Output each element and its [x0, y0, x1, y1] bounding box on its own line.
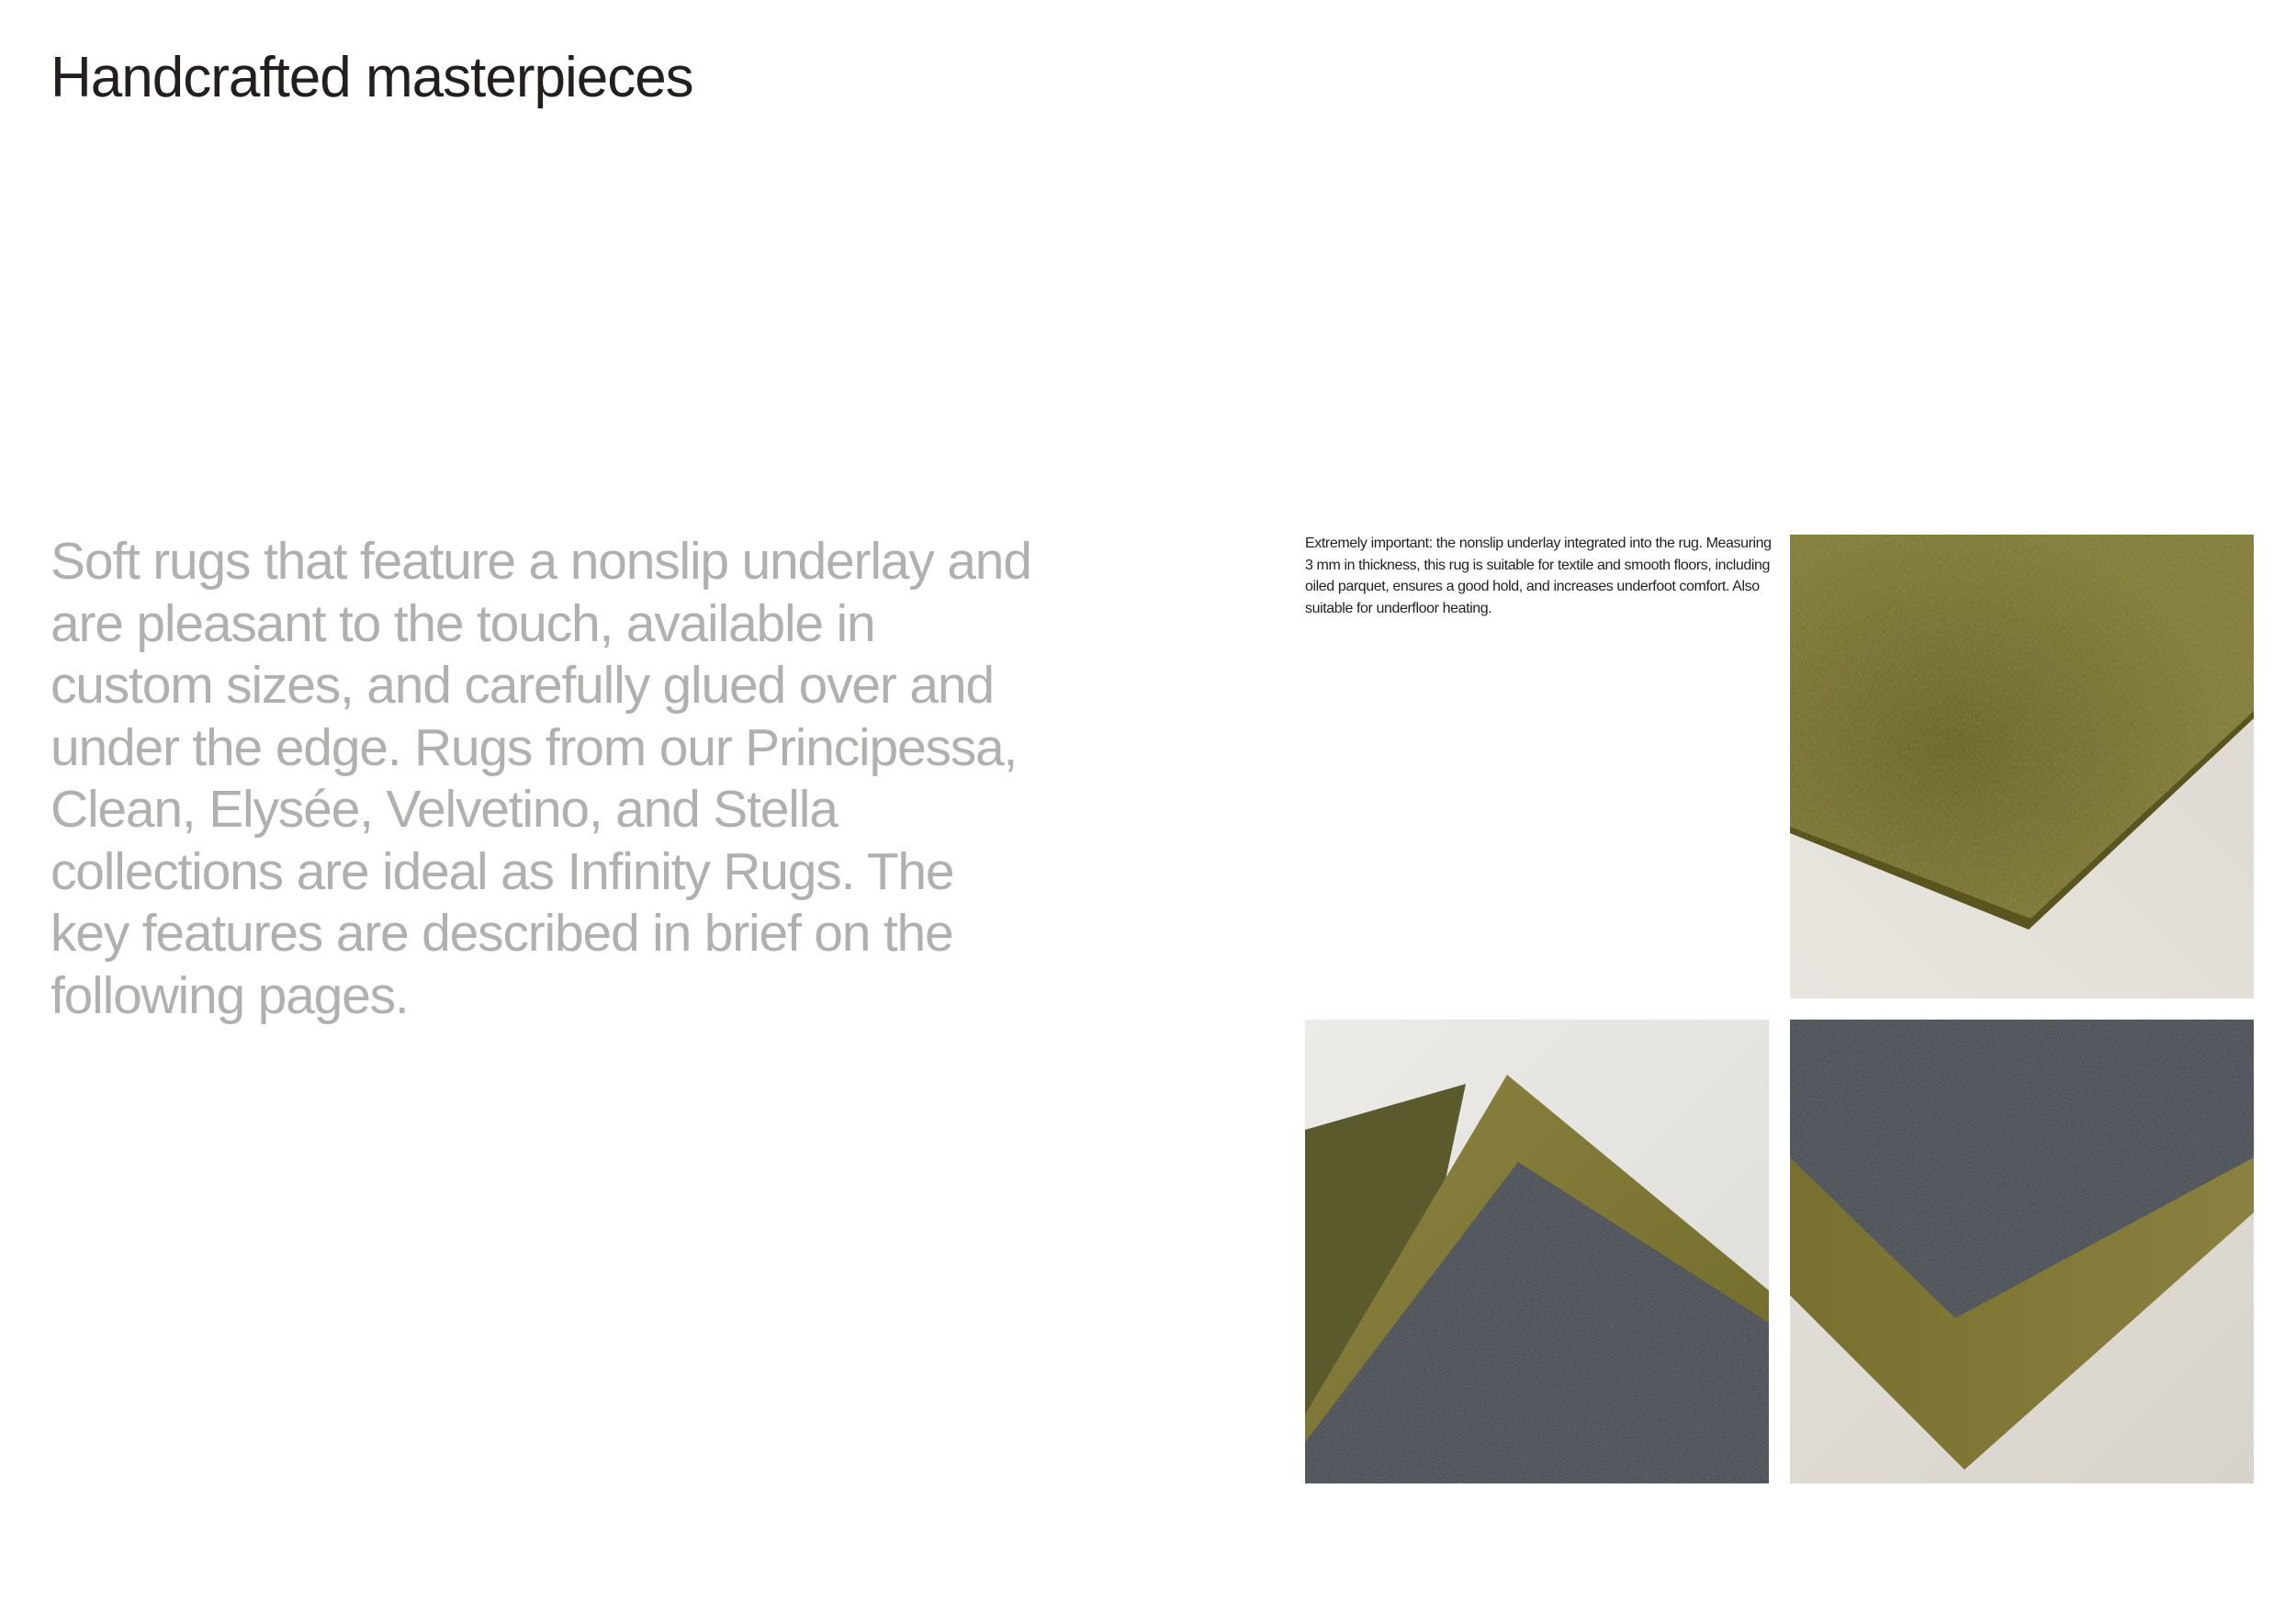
rug-underside-folded-photo	[1305, 1020, 1769, 1483]
page-title: Handcrafted masterpieces	[51, 46, 693, 109]
rug-corner-photo	[1790, 535, 2254, 998]
rug-underside-corner-photo	[1790, 1020, 2254, 1483]
image-caption: Extremely important: the nonslip underlay integrated into the rug. Measuring 3 mm in thickness, this rug is suitable for textile and smooth floors, including oiled parquet, ensures a good hold, and increases underfoot comfort. Also suitable for underfloor heating.	[1305, 536, 1772, 616]
intro-paragraph: Soft rugs that feature a nonslip underlay and are pleasant to the touch, available in custom sizes, and carefully glued over and under the edge. Rugs from our Principessa, Clean, Elysée, Velvetino, and Stella collections are ideal as Infinity Rugs. The key features are described in brief on the following pages.	[51, 532, 1031, 1025]
